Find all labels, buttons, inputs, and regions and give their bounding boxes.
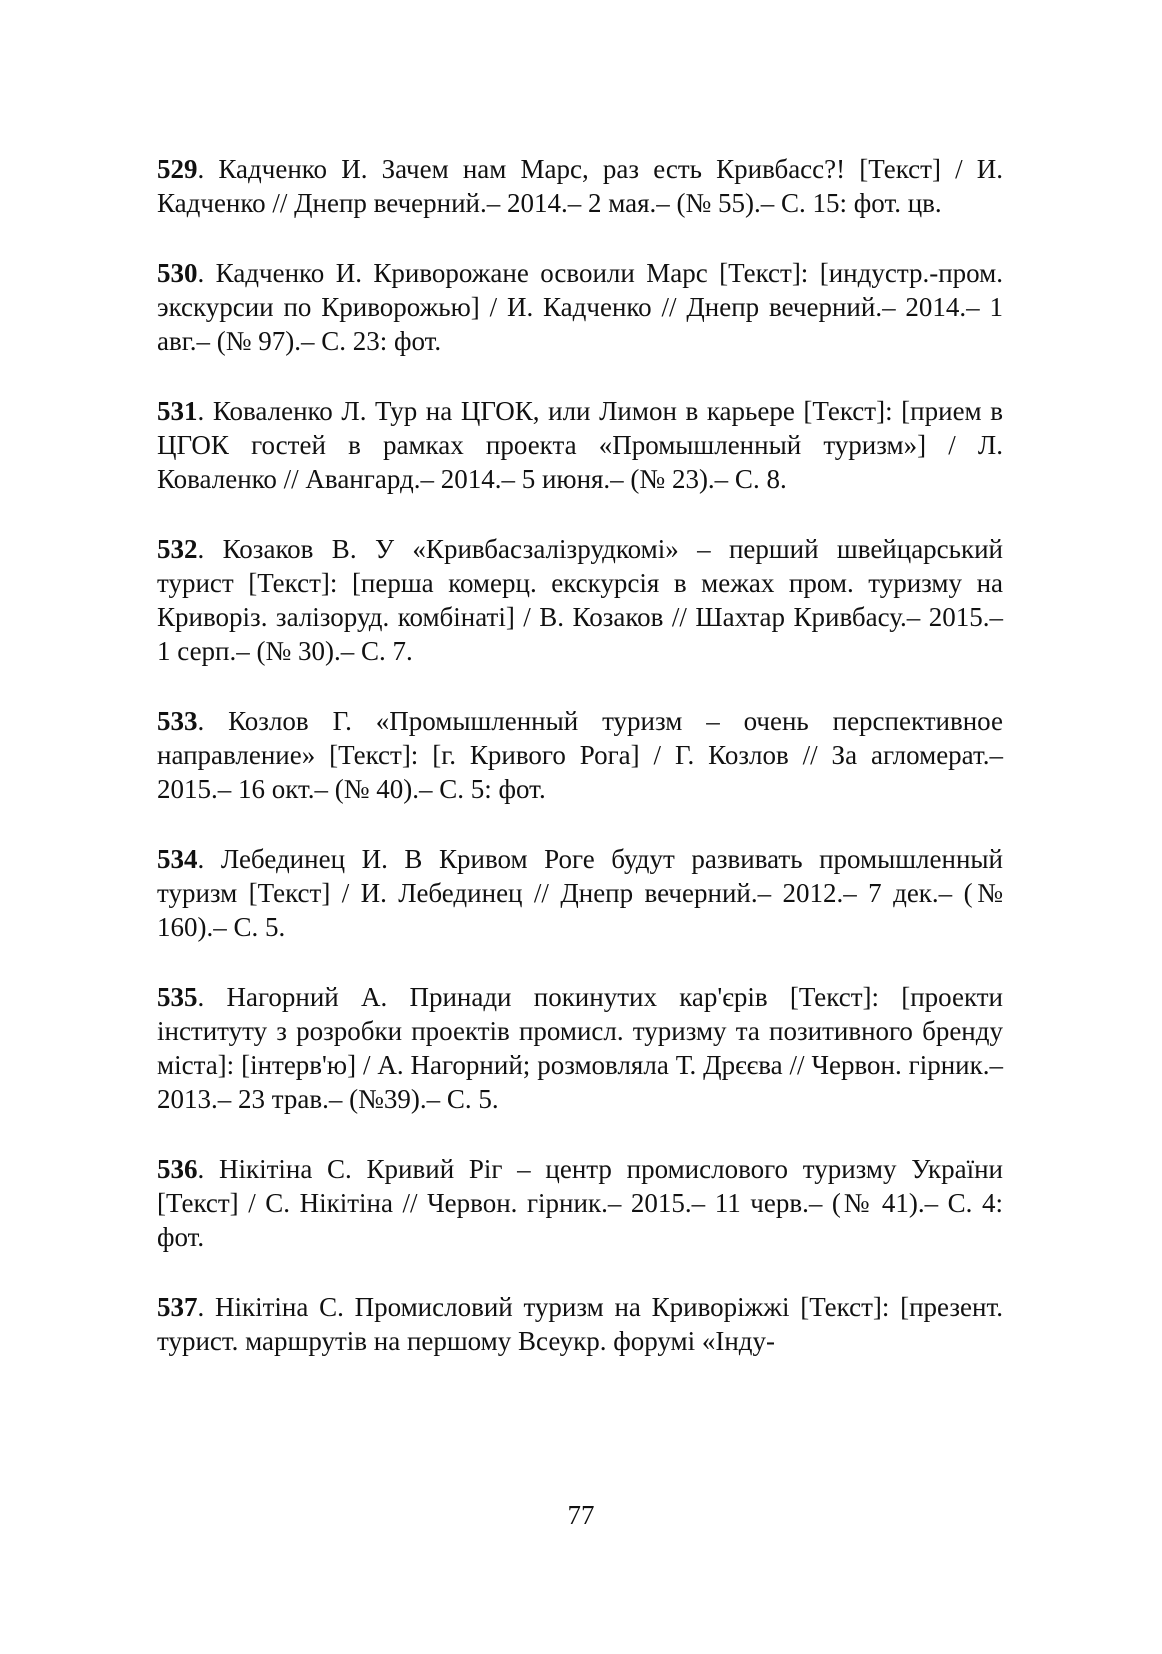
bibliography-entry: [157, 152, 1003, 220]
bibliography-entry: [157, 394, 1003, 496]
entry-text: . Нікітіна С. Промисловий туризм на Криворіжжі [Текст]: [презент. турист. маршрутів на першому Всеукр. форумі «Інду-: [157, 1292, 1003, 1356]
bibliography-list: [157, 152, 1003, 1394]
entry-text: . Коваленко Л. Тур на ЦГОК, или Лимон в карьере [Текст]: [прием в ЦГОК гостей в рамках проекта «Промышленный туризм»] / Л. Коваленко // Авангард.– 2014.– 5 июня.– (№ 23).– С. 8.: [157, 396, 1003, 494]
entry-text: . Нагорний А. Принади покинутих кар'єрів [Текст]: [проекти інституту з розробки проектів промисл. туризму та позитивного бренду міста]: [інтерв'ю] / А. Нагорний; розмовляла Т. Дрєєва // Червон. гірник.– 2013.– 23 трав.– (№39).– С. 5.: [157, 982, 1003, 1114]
entry-text: . Кадченко И. Криворожане освоили Марс [Текст]: [индустр.-пром. экскурсии по Криворожью] / И. Кадченко // Днепр вечерний.– 2014.– 1 авг.– (№ 97).– С. 23: фот.: [157, 258, 1003, 356]
bibliography-entry: [157, 1290, 1003, 1358]
entry-number: 535: [157, 982, 198, 1012]
bibliography-entry: [157, 1152, 1003, 1254]
entry-number: 532: [157, 534, 198, 564]
entry-number: 529: [157, 154, 198, 184]
entry-text: . Козаков В. У «Кривбасзалізрудкомі» – перший швейцарський турист [Текст]: [перша комерц. екскурсія в межах пром. туризму на Криворіз. залізоруд. комбінаті] / В. Козаков // Шахтар Кривбасу.– 2015.– 1 серп.– (№ 30).– С. 7.: [157, 534, 1003, 666]
entry-text: . Лебединец И. В Кривом Роге будут развивать промышленный туризм [Текст] / И. Лебединец // Днепр вечерний.– 2012.– 7 дек.– (№ 160).– С. 5.: [157, 844, 1003, 942]
entry-number: 533: [157, 706, 198, 736]
entry-text: . Нікітіна С. Кривий Ріг – центр промислового туризму України [Текст] / С. Нікітіна // Червон. гірник.– 2015.– 11 черв.– (№ 41).– С. 4: фот.: [157, 1154, 1003, 1252]
page-number: 77: [567, 1500, 595, 1530]
entry-number: 530: [157, 258, 198, 288]
entry-number: 536: [157, 1154, 198, 1184]
bibliography-entry: [157, 704, 1003, 806]
bibliography-entry: [157, 256, 1003, 358]
bibliography-entry: [157, 842, 1003, 944]
entry-number: 534: [157, 844, 198, 874]
entry-number: 537: [157, 1292, 198, 1322]
bibliography-entry: [157, 532, 1003, 668]
bibliography-entry: [157, 980, 1003, 1116]
entry-text: . Козлов Г. «Промышленный туризм – очень перспективное направление» [Текст]: [г. Кривого Рога] / Г. Козлов // За агломерат.– 2015.– 16 окт.– (№ 40).– С. 5: фот.: [157, 706, 1003, 804]
entry-number: 531: [157, 396, 198, 426]
entry-text: . Кадченко И. Зачем нам Марс, раз есть Кривбасс?! [Текст] / И. Кадченко // Днепр вечерний.– 2014.– 2 мая.– (№ 55).– С. 15: фот. цв.: [157, 154, 1003, 218]
